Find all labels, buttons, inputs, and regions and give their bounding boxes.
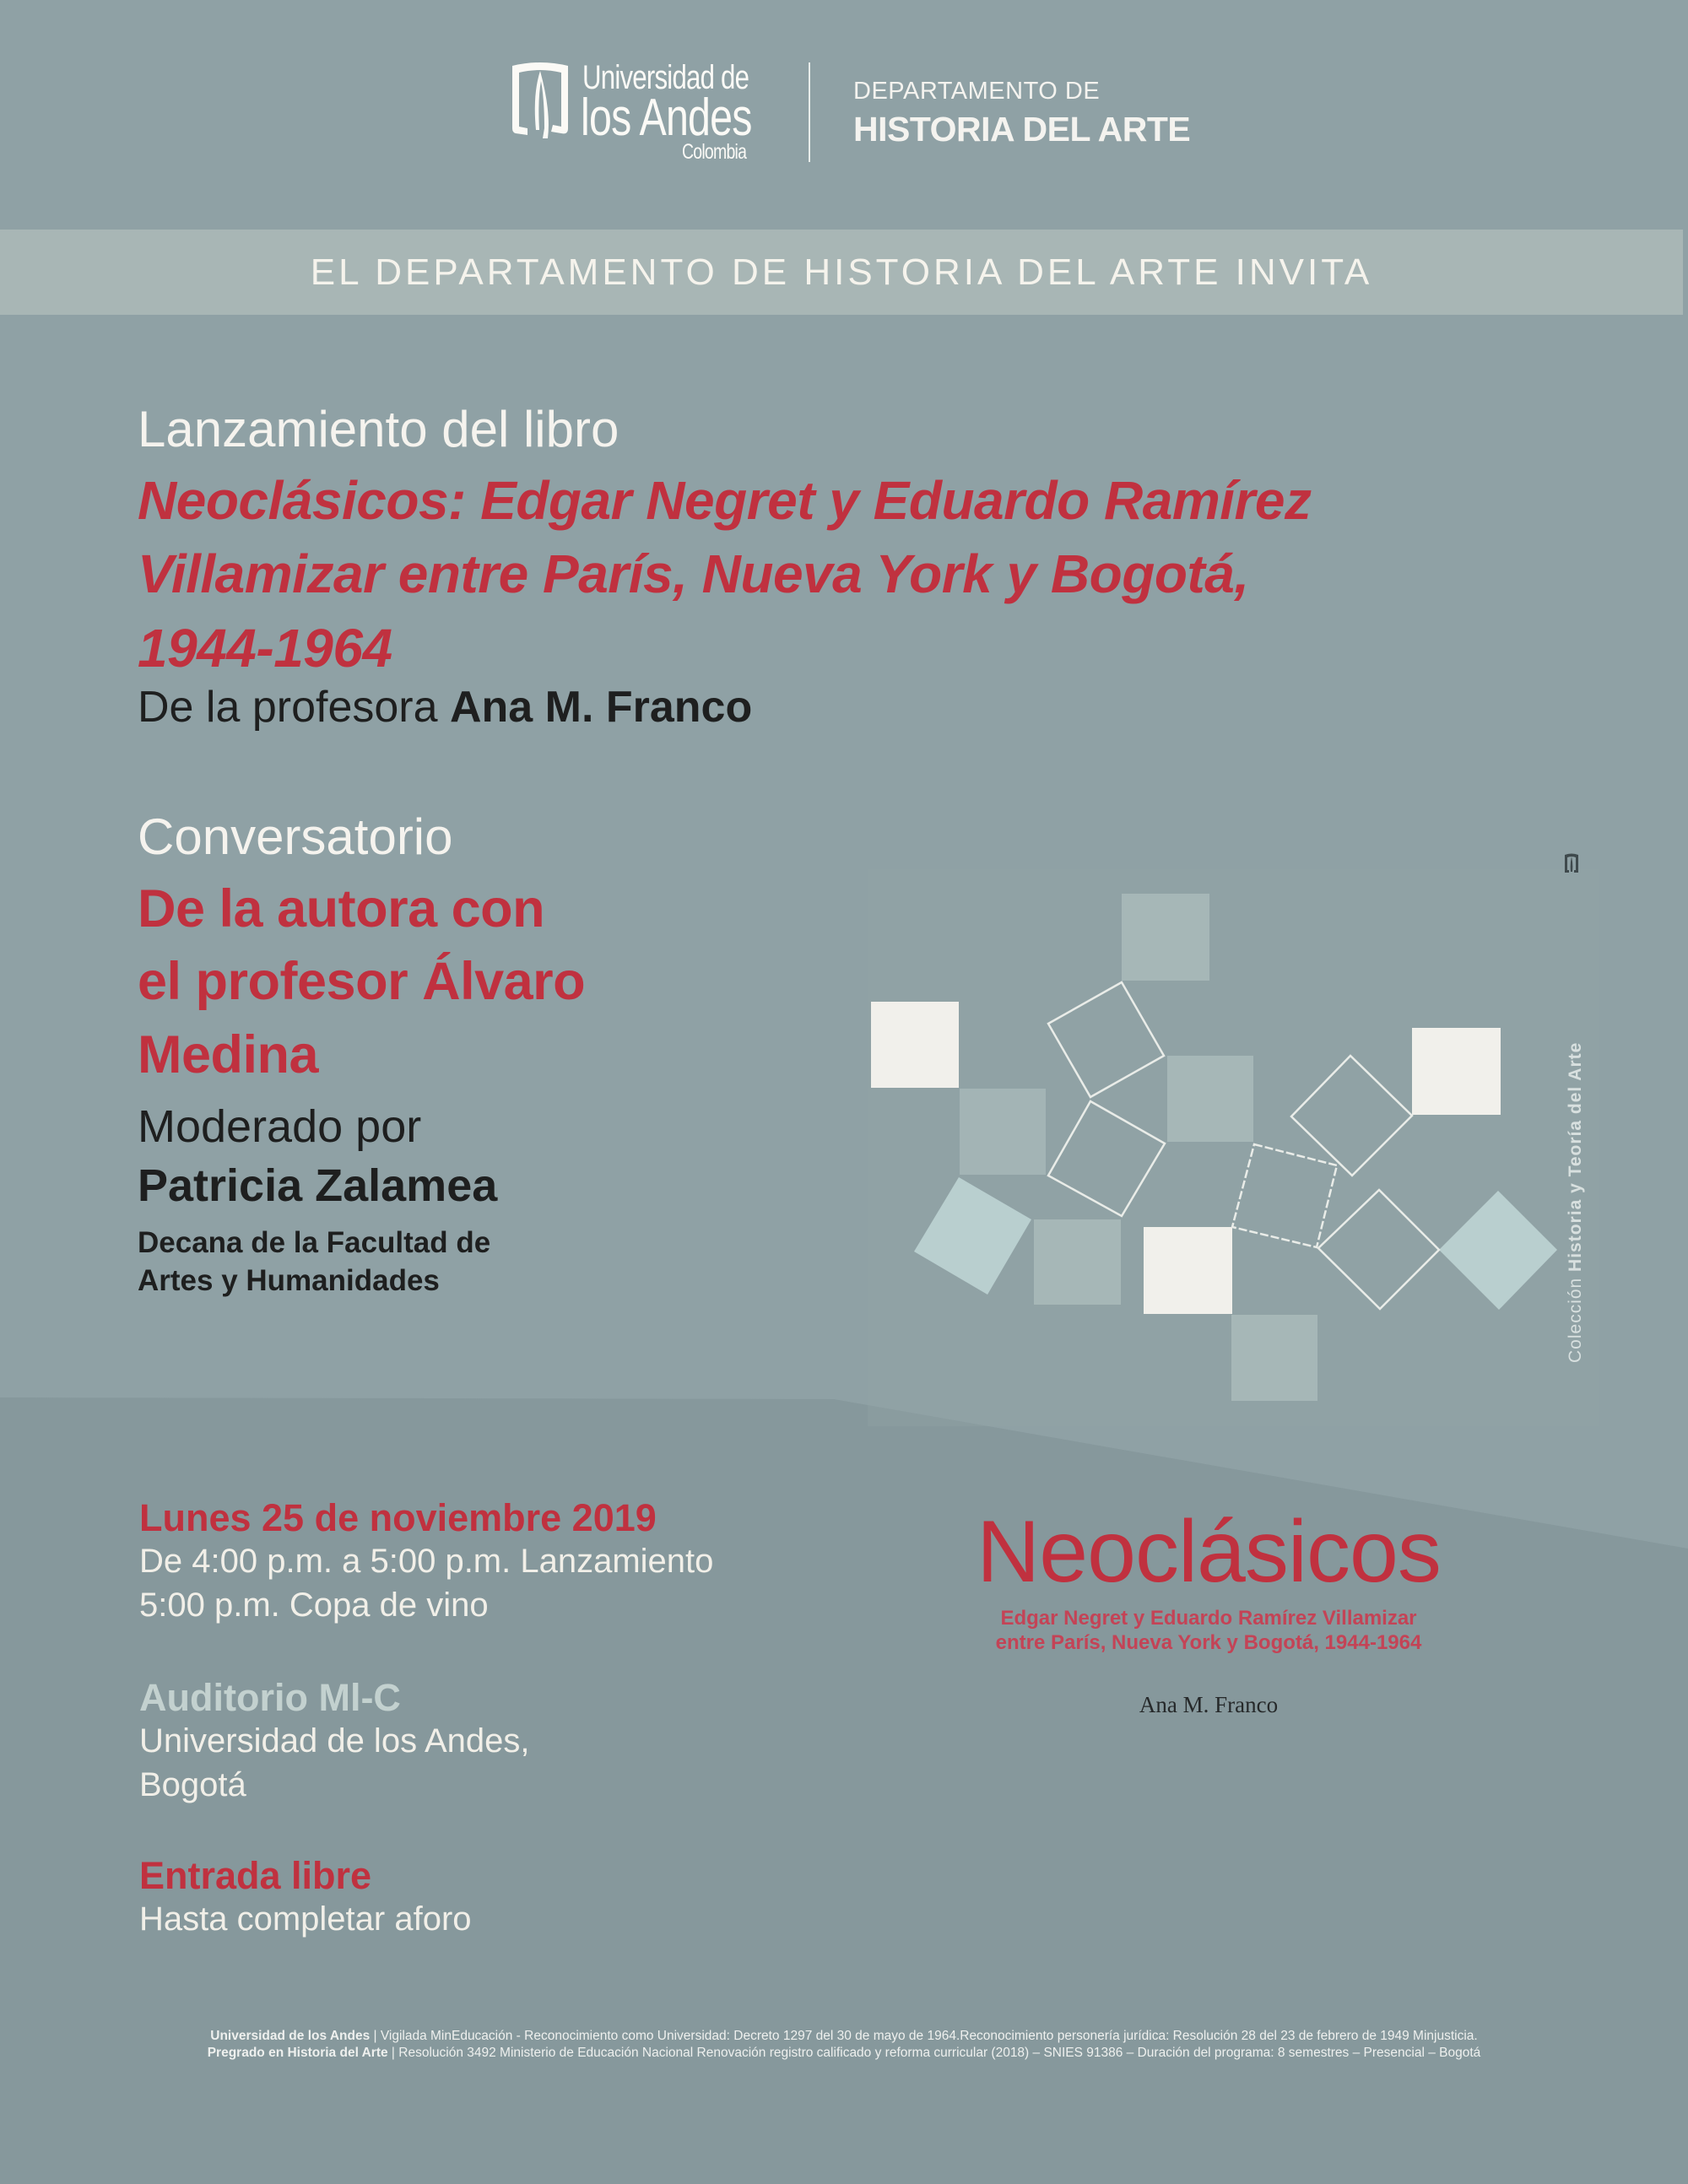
footer-legal-line xyxy=(0,2029,1688,2044)
footer-program-line xyxy=(0,2046,1688,2061)
footer-legal-text: | Vigilada MinEducación - Reconocimiento como Universidad: Decreto 1297 del 30 de mayo de 1964.Reconocimiento personería jurídica: Resolución 28 del 23 de febrero de 1949 Minjusticia. xyxy=(370,2029,1478,2043)
launch-label: Lanzamiento del libro xyxy=(138,401,619,457)
department-name: HISTORIA DEL ARTE xyxy=(853,110,1191,149)
cover-square-medium xyxy=(1034,1219,1121,1305)
invite-text: EL DEPARTAMENTO DE HISTORIA DEL ARTE INVITA xyxy=(310,251,1373,293)
cover-square-light xyxy=(1231,1315,1317,1401)
conversation-title-line: el profesor Álvaro xyxy=(138,952,586,1011)
cover-square-white xyxy=(871,1002,959,1088)
event-schedule-line: De 4:00 p.m. a 5:00 p.m. Lanzamiento xyxy=(139,1543,714,1580)
cover-author: Ana M. Franco xyxy=(1139,1692,1279,1717)
cover-square-light xyxy=(1122,894,1209,981)
footer-program-text: | Resolución 3492 Ministerio de Educación Nacional Renovación registro calificado y reforma curricular (2018) – SNIES 91386 – Duración del programa: 8 semestres – Presencial – Bogotá xyxy=(387,2046,1481,2060)
event-venue: Auditorio Ml-C xyxy=(139,1676,401,1719)
moderator-label: Moderado por xyxy=(138,1101,422,1152)
conversation-label: Conversatorio xyxy=(138,808,453,865)
department-label: DEPARTAMENTO DE xyxy=(853,78,1101,105)
university-shield-icon xyxy=(1563,852,1580,876)
venue-address-line: Universidad de los Andes, xyxy=(139,1722,530,1760)
moderator-role-line: Artes y Humanidades xyxy=(138,1264,440,1297)
university-name-line1: Universidad de xyxy=(582,59,749,96)
cover-square-white xyxy=(1412,1028,1501,1115)
author-name: Ana M. Franco xyxy=(449,683,753,732)
cover-subtitle-line: entre París, Nueva York y Bogotá, 1944-1964 xyxy=(995,1631,1422,1654)
university-name-line2: los Andes xyxy=(581,89,752,147)
footer-institution: Universidad de los Andes xyxy=(210,2029,371,2043)
moderator-role-line: Decana de la Facultad de xyxy=(138,1226,491,1259)
entry-note: Hasta completar aforo xyxy=(139,1900,472,1938)
event-date: Lunes 25 de noviembre 2019 xyxy=(139,1496,657,1539)
event-schedule-line: 5:00 p.m. Copa de vino xyxy=(139,1587,489,1624)
cover-square-white xyxy=(1144,1227,1232,1314)
cover-subtitle-line: Edgar Negret y Eduardo Ramírez Villamizar xyxy=(1000,1607,1417,1630)
footer-program: Pregrado en Historia del Arte xyxy=(207,2046,388,2060)
cover-title: Neoclásicos xyxy=(977,1503,1441,1601)
book-title-line: Neoclásicos: Edgar Negret y Eduardo Ramírez xyxy=(138,470,1312,531)
collection-name: Historia y Teoría del Arte xyxy=(1566,1041,1585,1272)
conversation-title-line: Medina xyxy=(138,1025,319,1084)
cover-square-light xyxy=(1167,1056,1253,1142)
entry-label: Entrada libre xyxy=(139,1854,372,1897)
moderator-name: Patricia Zalamea xyxy=(138,1160,498,1211)
book-title-line: Villamizar entre París, Nueva York y Bogotá, xyxy=(138,543,1249,604)
venue-address-line: Bogotá xyxy=(139,1766,246,1803)
university-country: Colombia xyxy=(682,140,747,164)
conversation-title-line: De la autora con xyxy=(138,879,545,938)
cover-collection-label xyxy=(1566,1042,1586,1363)
cover-square-medium xyxy=(960,1089,1046,1175)
collection-prefix: Colección xyxy=(1566,1271,1585,1363)
book-title-line: 1944-1964 xyxy=(138,618,392,678)
author-prefix: De la profesora xyxy=(138,683,450,732)
